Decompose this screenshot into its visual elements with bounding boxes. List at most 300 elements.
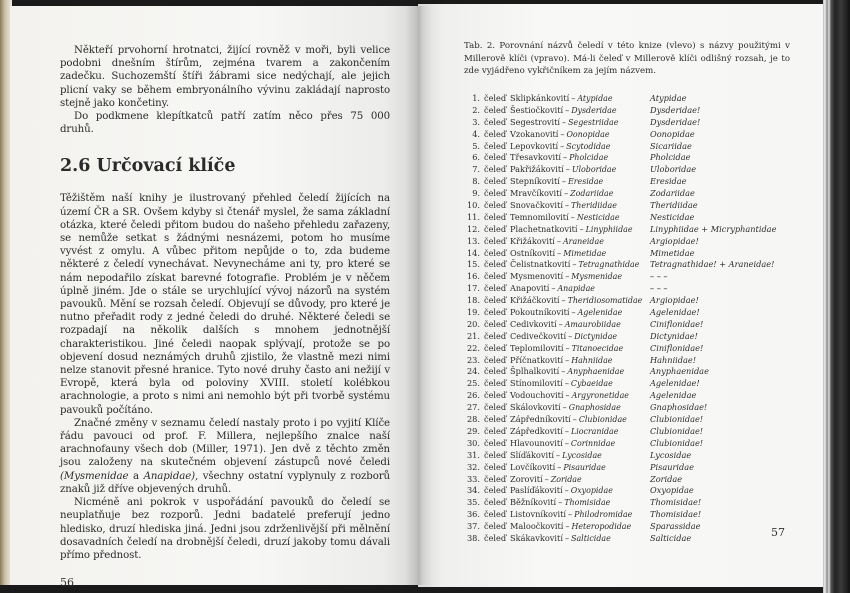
left-page-content xyxy=(60,44,390,589)
intro-paragraph: Někteří prvohorní hrotnatci, žijící rovněž v moři, byli velice podobni dnešním štírům, zejména tvarem a zakončením zadečku. Suchozemští štíři žábrami sice nedýchají, ale jejich plicní vaky se během embryonálního vývinu zakládají naprosto stejně jako končetiny. xyxy=(60,45,390,109)
dash-separator: – xyxy=(572,259,577,270)
row-number: 35. xyxy=(466,497,480,508)
row-label: čeleď xyxy=(484,461,507,472)
latin-name: Uloboridae xyxy=(571,165,617,175)
latin-name: Linyphiidae xyxy=(585,224,633,234)
latin-name: Clubionidae xyxy=(578,415,627,425)
czech-name: Vodouchovití xyxy=(510,390,564,401)
table-row xyxy=(460,236,805,248)
czech-name-cell xyxy=(510,117,618,129)
dash-separator: – xyxy=(564,485,569,496)
latin-name: Atypidae xyxy=(577,94,613,103)
row-number: 16. xyxy=(466,271,480,282)
row-number: 13. xyxy=(466,235,480,246)
miller-name: Sparassidae xyxy=(650,521,701,532)
miller-name: Clubionidae! xyxy=(650,425,704,436)
dash-separator: – xyxy=(544,473,549,484)
table-row xyxy=(460,188,805,200)
dash-separator: – xyxy=(564,425,569,436)
dash-separator: – xyxy=(564,437,569,448)
paragraph-1: Těžištěm naší knihy je ilustrovaný přehled čeledí žijících na území ČR a SR. Ovšem kdyby si čtenář myslel, že sama základní otázka, které čeledi přitom budou do našeho přehledu zařazeny, se nemůže setkat s žádnými nesnázemi, potom ho musíme vyvést z omylu. A vůbec přitom nepůjde o to, zda budeme některé z čeledí vynechávat. Nevynecháme ani ty, pro které se nám nepodařilo získat barevné fotografie. Problém je v něčem úplně jiném. Jde o stále se urychlující vývoj názorů na systém pavouků. Mění se rozsah čeledí. Objevují se důvody, pro které je nutno přeřadit rody z jedné čeledi do druhé. Některé čeledi se rozpadají na několik dalších s mnohem jednotnější charakteristikou. Jiné čeledi naopak splývají, protože se po objevení dosud neznámých druhů zjistilo, že vlastně mezi nimi nelze stanovit přesné hranice. Tyto nové druhy často ani nežijí v Evropě, která byla od poloviny XVIII. století kolébkou arachnologie, a proto s nimi ani nemohlo být při tvorbě systému pavouků počítáno. xyxy=(60,193,390,416)
row-number: 34. xyxy=(466,485,480,496)
dash-separator: – xyxy=(564,532,570,543)
dash-separator: – xyxy=(570,211,575,222)
dash-separator: – xyxy=(565,164,570,175)
czech-name-cell xyxy=(510,450,602,462)
dash-separator: – xyxy=(557,461,562,472)
czech-name-cell xyxy=(510,319,621,331)
page-number-right: 57 xyxy=(771,526,785,539)
row-label: čeleď xyxy=(484,235,507,246)
latin-name: Lycosidae xyxy=(562,450,602,460)
row-label: čeleď xyxy=(484,414,507,425)
paragraph-3: Nicméně ani pokrok v uspořádání pavouků do čeledí se neuplatňuje bez rozporů. Jedni badatelé preferují jedno hledisko, druzí hlediska jiná. Jedni jsou zdrženlivější při mělnění dosavadních čeledí na drobnější čeledi, druzí jakoby tomu dávali přímo přednost. xyxy=(60,497,390,561)
czech-name: Listovníkovití xyxy=(510,509,567,520)
miller-name: Ciniflonidae! xyxy=(650,318,704,329)
latin-name: Segestriidae xyxy=(568,117,619,127)
dash-separator: – xyxy=(557,247,562,258)
table-row xyxy=(460,366,805,378)
czech-name-cell xyxy=(510,200,617,212)
latin-name: Scytodidae xyxy=(566,141,611,151)
paragraph-2-text: Značné změny v seznamu čeledí nastaly proto i po vyjití Klíče řádu pavouci od prof. F. Millera, nejlepšího znalce naší arachnofauny všech dob (Miller, 1971). Jen dvě z těchto změn jsou založeny na skutečném objevení zástupců nové čeledi xyxy=(60,417,390,469)
dash-separator: – xyxy=(572,414,577,425)
dash-separator: – xyxy=(571,93,576,103)
czech-name-cell xyxy=(510,343,623,355)
table-row xyxy=(460,105,805,117)
czech-name: Běžníkovití xyxy=(510,497,557,508)
czech-name-cell xyxy=(510,438,615,450)
czech-name: Cedivkovití xyxy=(510,318,557,329)
latin-name: Eresidae xyxy=(568,177,604,187)
miller-name: Dysderidae! xyxy=(650,104,701,115)
row-label: čeleď xyxy=(484,247,507,258)
row-label: čeleď xyxy=(484,437,507,448)
table-row xyxy=(460,438,805,450)
row-number: 22. xyxy=(466,342,480,353)
row-number: 32. xyxy=(466,461,480,472)
table-row xyxy=(460,93,805,105)
dash-separator: – xyxy=(562,402,567,413)
row-number: 27. xyxy=(466,402,480,413)
czech-name: Mysmenovití xyxy=(510,271,564,282)
czech-name: Cedivečkovití xyxy=(510,330,567,341)
latin-name: Hahniidae xyxy=(571,355,613,365)
czech-name-cell xyxy=(510,378,613,390)
czech-name-cell xyxy=(510,176,603,188)
miller-name: Dictynidae! xyxy=(650,330,698,341)
row-number: 10. xyxy=(466,200,480,211)
czech-name: Zorovití xyxy=(510,473,543,484)
row-label: čeleď xyxy=(484,485,507,496)
czech-name: Mravčíkovití xyxy=(510,188,563,199)
czech-name-cell xyxy=(510,485,613,497)
latin-name: Anapidae xyxy=(557,284,595,294)
miller-name: Gnaphosidae! xyxy=(650,402,708,413)
czech-name: Skákavkovití xyxy=(510,532,563,543)
czech-name-cell xyxy=(510,533,611,545)
latin-name: Philodromidae xyxy=(574,510,633,520)
czech-name: Třesavkovití xyxy=(510,152,561,163)
czech-name-cell xyxy=(510,129,610,141)
row-label: čeleď xyxy=(484,271,507,282)
latin-name: Dysderidae xyxy=(571,105,617,115)
table-row xyxy=(460,474,805,486)
taxon-mysmenidae: (Mysmenidae xyxy=(60,470,129,482)
miller-name: Linyphiidae + Micryphantidae xyxy=(650,223,777,234)
row-number: 18. xyxy=(466,295,480,306)
miller-name: Uloboridae xyxy=(650,164,697,175)
row-number: 33. xyxy=(466,473,480,484)
czech-name-cell xyxy=(510,236,604,248)
miller-name: Theridiidae xyxy=(650,200,698,211)
czech-name-cell xyxy=(510,402,621,414)
latin-name: Titanoecidae xyxy=(571,343,624,353)
dash-separator: – xyxy=(564,378,569,389)
latin-name: Pholcidae xyxy=(569,153,609,163)
row-label: čeleď xyxy=(484,342,507,353)
row-label: čeleď xyxy=(484,354,507,365)
dash-separator: – xyxy=(564,200,570,211)
czech-name-cell xyxy=(510,462,606,474)
family-comparison-table xyxy=(460,93,805,545)
latin-name: Mimetidae xyxy=(563,248,607,258)
row-label: čeleď xyxy=(484,509,507,520)
paragraph-2-end: všechny ostatní vyplynuly z rozborů znaků již dříve objevených druhů. xyxy=(60,470,390,495)
czech-name: Čelistnatkovití xyxy=(510,259,571,270)
dash-separator: – xyxy=(561,366,566,377)
row-number: 23. xyxy=(466,354,480,365)
table-row xyxy=(460,485,805,497)
czech-name-cell xyxy=(510,497,610,509)
miller-name: Tetragnathidae! + Araneidae! xyxy=(650,259,775,270)
table-row xyxy=(460,390,805,402)
dash-separator: – xyxy=(568,330,573,341)
table-row xyxy=(460,331,805,343)
table-row xyxy=(460,224,805,236)
czech-name: Skálovkovití xyxy=(510,402,561,413)
latin-name: Zodariidae xyxy=(570,189,614,199)
row-number: 11. xyxy=(466,211,480,222)
table-row xyxy=(460,497,805,509)
row-number: 1. xyxy=(472,93,480,103)
row-label: čeleď xyxy=(484,93,507,103)
paragraph-2 xyxy=(60,417,390,496)
latin-name: Nesticidae xyxy=(576,212,620,222)
book-edge-right xyxy=(823,0,850,593)
czech-name: Lepovkovití xyxy=(510,140,559,151)
czech-name-cell xyxy=(510,414,627,426)
latin-name: Dictynidae xyxy=(574,331,618,341)
intro-text xyxy=(60,44,390,136)
czech-name: Slíďákovití xyxy=(510,449,555,460)
table-row xyxy=(460,355,805,367)
czech-name: Křižáčkovití xyxy=(510,295,560,306)
row-number: 5. xyxy=(472,140,480,151)
table-row xyxy=(460,212,805,224)
dash-separator: – xyxy=(560,128,565,139)
latin-name: Thomisidae xyxy=(564,498,611,508)
table-row xyxy=(460,509,805,521)
miller-name: Agelenidae xyxy=(650,390,697,401)
table-row xyxy=(460,248,805,260)
czech-name-cell xyxy=(510,259,639,271)
table-row xyxy=(460,521,805,533)
row-label: čeleď xyxy=(484,318,507,329)
czech-name-cell xyxy=(510,307,622,319)
miller-name: Clubionidae! xyxy=(650,414,704,425)
miller-name: Oonopidae xyxy=(650,128,695,139)
table-row xyxy=(460,319,805,331)
row-label: čeleď xyxy=(484,390,507,401)
dash-separator: – xyxy=(561,295,566,306)
latin-name: Heteropodidae xyxy=(571,522,632,532)
latin-name: Liocranidae xyxy=(570,426,619,436)
section-body xyxy=(60,192,390,562)
intro-paragraph-2: Do podkmene klepítkatců patří zatím něco přes 75 000 druhů. xyxy=(60,111,390,136)
table-row xyxy=(460,152,805,164)
miller-name: Thomisidae! xyxy=(650,497,702,508)
czech-name: Snovačkovití xyxy=(510,200,563,211)
table-row xyxy=(460,426,805,438)
table-row xyxy=(460,533,805,545)
row-label: čeleď xyxy=(484,152,507,163)
czech-name-cell xyxy=(510,141,610,153)
latin-name: Theridiosomatidae xyxy=(567,296,643,306)
miller-name: Argiopidae! xyxy=(650,235,699,246)
miller-name: Agelenidae! xyxy=(650,378,700,389)
latin-name: Corinnidae xyxy=(570,438,616,448)
row-label: čeleď xyxy=(484,128,507,139)
latin-name: Agelenidae xyxy=(577,308,623,318)
table-row xyxy=(460,259,805,271)
row-label: čeleď xyxy=(484,425,507,436)
czech-name: Segestrovití xyxy=(510,116,561,127)
row-label: čeleď xyxy=(484,200,507,211)
table-row xyxy=(460,343,805,355)
row-label: čeleď xyxy=(484,116,507,127)
dash-separator: – xyxy=(565,390,570,401)
czech-name: Sklipkánkovití xyxy=(510,93,570,103)
table-row xyxy=(460,450,805,462)
czech-name: Lovčíkovití xyxy=(510,461,556,472)
czech-name: Temnomilovití xyxy=(510,211,569,222)
row-number: 25. xyxy=(466,378,480,389)
miller-name: Thomisidae! xyxy=(650,509,702,520)
table-row xyxy=(460,283,805,295)
row-number: 26. xyxy=(466,390,480,401)
czech-name-cell xyxy=(510,331,617,343)
row-number: 3. xyxy=(472,116,480,127)
czech-name-cell xyxy=(510,212,620,224)
dash-separator: – xyxy=(565,354,570,365)
row-number: 19. xyxy=(466,307,480,318)
row-label: čeleď xyxy=(484,104,507,115)
miller-name: Zoridae xyxy=(650,473,683,484)
latin-name: Zoridae xyxy=(550,474,582,484)
czech-name: Hlavounovití xyxy=(510,437,563,448)
table-row xyxy=(460,271,805,283)
miller-name: Atypidae xyxy=(650,93,687,103)
czech-name: Plachetnatkovití xyxy=(510,223,578,234)
czech-name-cell xyxy=(510,93,613,105)
czech-name-cell xyxy=(510,390,629,402)
latin-name: Pisauridae xyxy=(563,462,606,472)
miller-name: Dysderidae! xyxy=(650,116,701,127)
miller-name: – – – xyxy=(650,283,668,294)
czech-name: Stínomilovití xyxy=(510,378,563,389)
miller-name: Ciniflonidae! xyxy=(650,342,704,353)
row-number: 31. xyxy=(466,449,480,460)
miller-name: Pholcidae xyxy=(650,152,691,163)
table-row xyxy=(460,462,805,474)
paragraph-2-and: a xyxy=(128,470,144,482)
page-number-left: 56 xyxy=(60,576,74,590)
czech-name-cell xyxy=(510,164,616,176)
dash-separator: – xyxy=(556,449,561,460)
row-label: čeleď xyxy=(484,402,507,413)
row-label: čeleď xyxy=(484,307,507,318)
dash-separator: – xyxy=(561,176,567,187)
table-row xyxy=(460,117,805,129)
dash-separator: – xyxy=(579,223,584,234)
row-label: čeleď xyxy=(484,223,507,234)
czech-name: Pokoutníkovití xyxy=(510,307,570,318)
latin-name: Tetragnathidae xyxy=(578,260,640,270)
row-number: 30. xyxy=(466,437,480,448)
czech-name: Anapovití xyxy=(510,283,550,294)
czech-name-cell xyxy=(510,366,624,378)
czech-name-cell xyxy=(510,283,595,295)
row-number: 24. xyxy=(466,366,480,377)
miller-name: Zodariidae xyxy=(650,188,695,199)
book-gutter xyxy=(405,6,431,585)
czech-name-cell xyxy=(510,521,631,533)
row-label: čeleď xyxy=(484,295,507,306)
miller-name: Hahniidae! xyxy=(650,354,697,365)
latin-name: Amaurobiidae xyxy=(564,319,621,329)
czech-name: Zápředkovití xyxy=(510,425,563,436)
czech-name-cell xyxy=(510,224,633,236)
latin-name: Mysmenidae xyxy=(571,272,623,282)
czech-name-cell xyxy=(510,188,613,200)
czech-name: Příčnatkovití xyxy=(510,354,564,365)
row-number: 15. xyxy=(466,259,480,270)
czech-name-cell xyxy=(510,474,582,486)
latin-name: Oxyopidae xyxy=(570,486,613,496)
czech-name: Maloočkovití xyxy=(510,521,564,532)
row-number: 29. xyxy=(466,425,480,436)
latin-name: Oonopidae xyxy=(566,129,610,139)
dash-separator: – xyxy=(564,188,569,199)
row-number: 4. xyxy=(472,128,480,139)
row-number: 6. xyxy=(472,152,480,163)
dash-separator: – xyxy=(551,283,556,294)
row-number: 36. xyxy=(466,509,480,520)
table-row xyxy=(460,402,805,414)
miller-name: Agelenidae! xyxy=(650,307,700,318)
row-number: 21. xyxy=(466,330,480,341)
czech-name-cell xyxy=(510,152,608,164)
miller-name: Mimetidae xyxy=(650,247,695,258)
dash-separator: – xyxy=(571,307,576,318)
row-label: čeleď xyxy=(484,188,507,199)
czech-name-cell xyxy=(510,105,617,117)
dash-separator: – xyxy=(558,318,563,329)
dash-separator: – xyxy=(568,509,573,520)
miller-name: Eresidae xyxy=(650,176,687,187)
czech-name: Pakřižákovití xyxy=(510,164,564,175)
dash-separator: – xyxy=(565,104,570,115)
row-label: čeleď xyxy=(484,473,507,484)
row-label: čeleď xyxy=(484,164,507,175)
table-row xyxy=(460,307,805,319)
czech-name: Zápředníkovití xyxy=(510,414,571,425)
table-row xyxy=(460,200,805,212)
taxon-anapidae: Anapidae), xyxy=(143,470,199,482)
dash-separator: – xyxy=(565,342,570,353)
czech-name-cell xyxy=(510,295,642,307)
row-number: 9. xyxy=(472,188,480,199)
czech-name-cell xyxy=(510,426,618,438)
row-label: čeleď xyxy=(484,521,507,532)
row-number: 37. xyxy=(466,521,480,532)
miller-name: Sicariidae xyxy=(650,140,692,151)
row-label: čeleď xyxy=(484,532,507,543)
czech-name-cell xyxy=(510,509,632,521)
dash-separator: – xyxy=(558,497,563,508)
czech-name: Šplhalkovití xyxy=(510,366,560,377)
table-caption: Tab. 2. Porovnání názvů čeledí v této knize (vlevo) s názvy použitými v Millerově klíči (vpravo). Má-li čeleď v Millerově klíči odlišný rozsah, je to zde vyjádřeno vykřičníkem za jejím názvem. xyxy=(464,41,790,77)
latin-name: Anyphaenidae xyxy=(567,367,625,377)
section-heading: 2.6 Určovací klíče xyxy=(60,156,236,177)
czech-name: Teplomilovití xyxy=(510,342,564,353)
row-number: 17. xyxy=(466,283,480,294)
miller-name: Oxyopidae xyxy=(650,485,694,496)
row-number: 20. xyxy=(466,318,480,329)
czech-name: Ostníkovití xyxy=(510,247,556,258)
czech-name-cell xyxy=(510,248,606,260)
czech-name: Stepníkovití xyxy=(510,176,560,187)
miller-name: Clubionidae! xyxy=(650,437,704,448)
miller-name: Salticidae xyxy=(650,532,692,543)
miller-name: Anyphaenidae xyxy=(650,366,709,377)
row-label: čeleď xyxy=(484,366,507,377)
miller-name: Pisauridae xyxy=(650,461,694,472)
row-number: 28. xyxy=(466,414,480,425)
miller-name: Nesticidae xyxy=(650,211,695,222)
dash-separator: – xyxy=(565,521,570,532)
latin-name: Theridiidae xyxy=(571,201,617,211)
latin-name: Gnaphosidae xyxy=(568,403,621,413)
row-label: čeleď xyxy=(484,378,507,389)
row-label: čeleď xyxy=(484,140,507,151)
table-row xyxy=(460,141,805,153)
table-row xyxy=(460,414,805,426)
row-number: 38. xyxy=(466,532,480,543)
row-number: 2. xyxy=(472,104,480,115)
row-number: 7. xyxy=(472,164,480,175)
row-label: čeleď xyxy=(484,259,507,270)
row-label: čeleď xyxy=(484,211,507,222)
czech-name: Křižákovití xyxy=(510,235,555,246)
table-row xyxy=(460,295,805,307)
miller-name: Argiopidae! xyxy=(650,295,699,306)
dash-separator: – xyxy=(562,116,567,127)
latin-name: Cybaeidae xyxy=(570,379,613,389)
latin-name: Salticidae xyxy=(571,533,611,543)
latin-name: Araneidae xyxy=(562,236,604,246)
